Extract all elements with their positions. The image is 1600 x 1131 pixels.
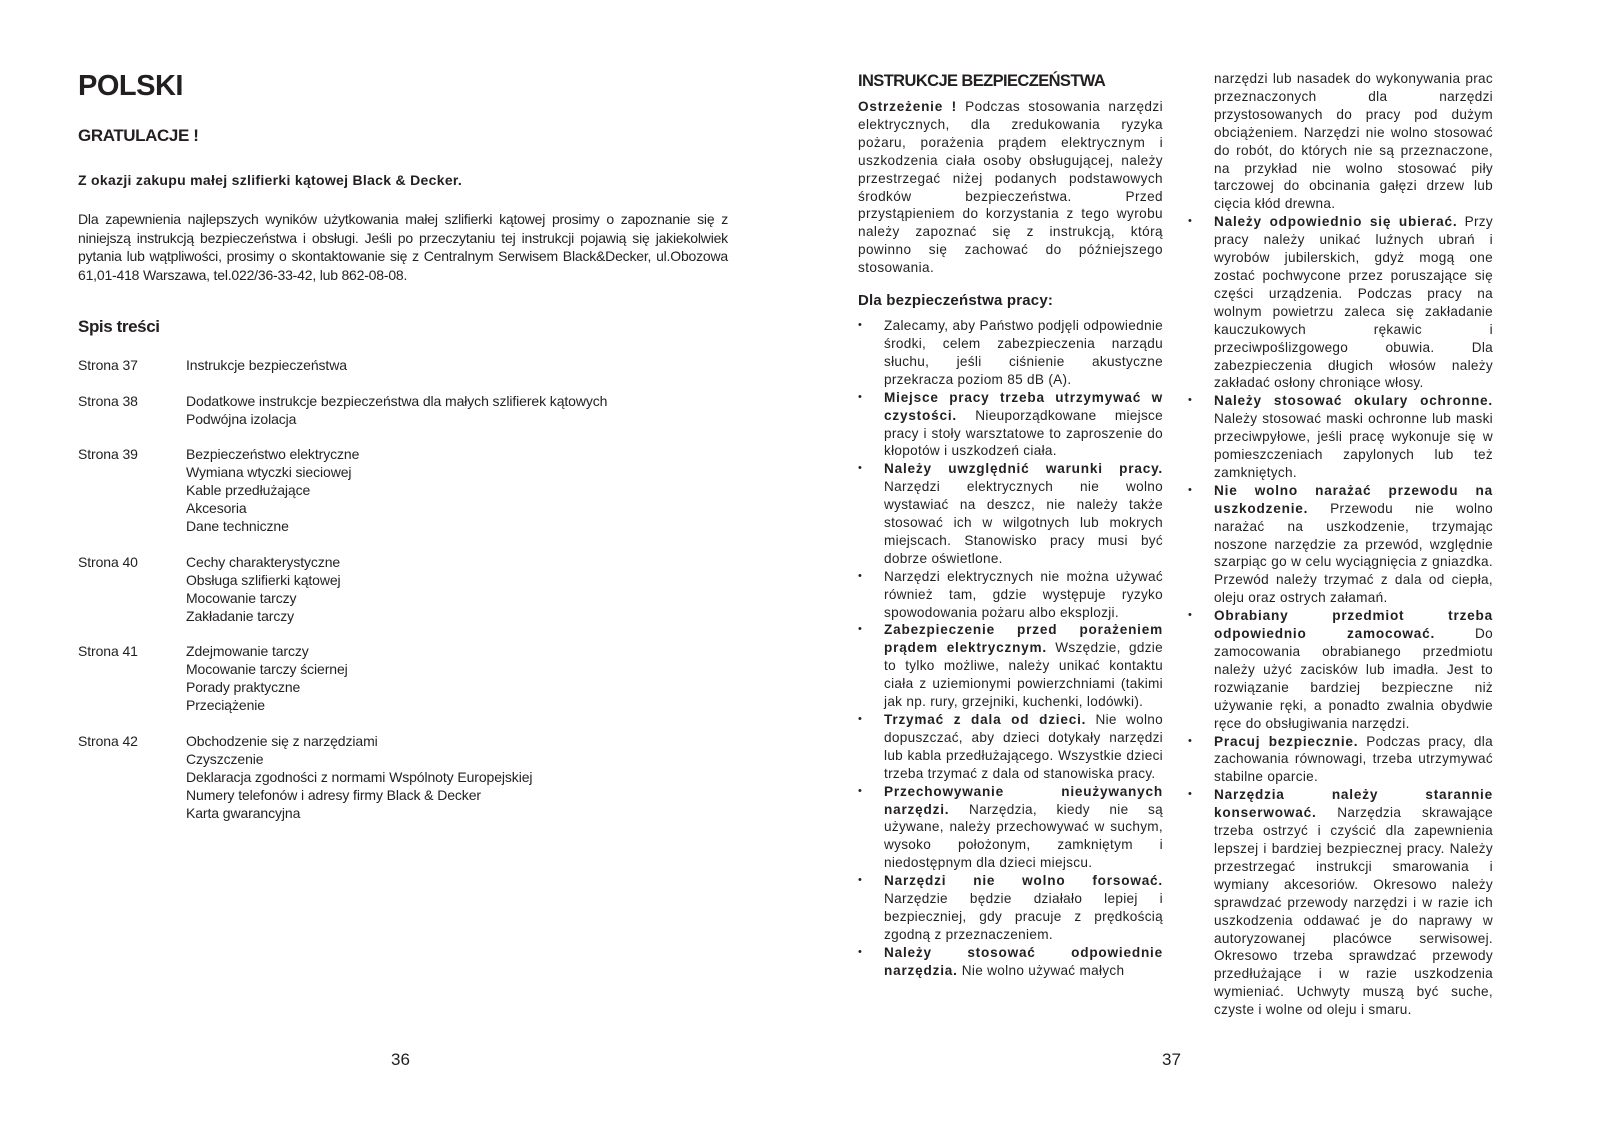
toc-item: Bezpieczeństwo elektryczne [186, 446, 360, 462]
bullet-lead: Narzędzia należy starannie konserwować. [1214, 787, 1493, 821]
intro-paragraph: Dla zapewnienia najlepszych wyników użytkowania małej szlifierki kątowej prosimy o zapoznanie się z niniejszą instrukcją bezpieczeństwa i obsługi. Jeśli po przeczytaniu tej instrukcji pojawią się jakiekolwiek pytania lub wątpliwości, prosimy o skontaktowanie się z Centralnym Serwisem Black&Decker, ul.Obozowa 61,01-418 Warszawa, tel.022/36-33-42, lub 862-08-08. [78, 211, 728, 283]
toc-item: Deklaracja zgodności z normami Wspólnoty Europejskiej [186, 768, 533, 785]
toc-item: Cechy charakterystyczne [186, 553, 341, 570]
toc-item: Dodatkowe instrukcje bezpieczeństwa dla małych szlifierek kątowych [186, 392, 608, 409]
bullet-lead: Obrabiany przedmiot trzeba odpowiednio zamocować. [1214, 608, 1493, 642]
bullet-text: Podczas pracy, dla zachowania równowagi, trzeba utrzymywać stabilne oparcie. [1214, 733, 1493, 785]
bullet-lead: Przechowywanie nieużywanych narzędzi. [884, 783, 1163, 817]
toc-item: Przeciążenie [186, 697, 265, 713]
safety-bullet [858, 872, 1163, 944]
bullet-lead: Miejsce pracy trzeba utrzymywać w czystości. [884, 389, 1163, 423]
toc-page-ref: Strona 40 [78, 553, 138, 570]
toc-entry [78, 642, 778, 714]
warning-text: Podczas stosowania narzędzi elektrycznych, dla zredukowania ryzyka pożaru, porażenia prądem elektrycznym i uszkodzenia ciała osoby obsługującej, należy przestrzegać niżej podanych podstawowych środków bezpieczeństwa. Przed przystąpieniem do korzystania z tego wyrobu należy zapoznać się z instrukcją, którą powinno się zachować do późniejszego stosowania. [858, 99, 1163, 276]
toc-item: Wymiana wtyczki sieciowej [186, 464, 352, 480]
safety-bullet [858, 568, 1163, 622]
bullet-text: Do zamocowania obrabianego przedmiotu należy użyć zacisków lub imadła. Jest to rozwiązanie bardziej bezpieczne niż używanie ręki, a ponadto zwalnia obydwie ręce do obsługiwania narzędzi. [1214, 626, 1493, 731]
toc-item: Dane techniczne [186, 518, 289, 534]
toc-page-ref: Strona 38 [78, 392, 138, 409]
toc-page-ref: Strona 41 [78, 643, 138, 659]
bullet-text: Narzędzi elektrycznych nie wolno wystawiać na deszcz, nie należy także stosować ich w wilgotnych lub mokrych miejscach. Stanowisko pracy musi być dobrze oświetlone. [884, 479, 1163, 566]
bullet-text: Nie wolno używać małych [957, 962, 1125, 978]
toc-item: Obchodzenie się z narzędziami [186, 732, 378, 749]
language-title: POLSKI [78, 70, 183, 102]
safety-list-continued [1188, 70, 1493, 1019]
bullet-text: Wszędzie, gdzie to tylko możliwe, należy unikać kontaktu ciała z uziemionymi powierzchniami (takimi jak np. rury, grzejniki, kuchenki, lodówki). [884, 640, 1163, 710]
bullet-lead: Trzymać z dala od dzieci. [884, 712, 1087, 727]
toc-item: Instrukcje bezpieczeństwa [186, 357, 347, 373]
page-number: 36 [391, 1050, 410, 1069]
safety-bullet [858, 460, 1163, 567]
bullet-text: Nieuporządkowane miejsce pracy i stoły warsztatowe to zaproszenie do kłopotów i uszkodzeń ciała. [884, 407, 1163, 459]
toc-item: Porady praktyczne [186, 679, 301, 695]
bullet-lead: Zabezpieczenie przed porażeniem prądem elektrycznym. [884, 622, 1163, 656]
toc-item: Karta gwarancyjna [186, 804, 301, 821]
bullet-text: Narzędzia skrawające trzeba ostrzyć i czyścić dla zapewnienia lepszej i bardziej bezpiecznej pracy. Należy przestrzegać instrukcji smarowania i wymiany akcesoriów. Okresowo należy sprawdzać przewody narzędzi i w razie ich uszkodzenia oddawać je do naprawy w autoryzowanej placówce serwisowej. Okresowo trzeba sprawdzać przewody przedłużające i w razie uszkodzenia wymieniać. Uchwyty muszą być suche, czyste i wolne od oleju i smaru. [1214, 805, 1493, 1018]
warning-label: Ostrzeżenie ! [858, 99, 957, 114]
bullet-lead: Pracuj bezpiecznie. [1214, 733, 1359, 749]
safety-bullet [1188, 213, 1493, 392]
safety-bullet [858, 783, 1163, 873]
bullet-text: Przy pracy należy unikać luźnych ubrań i wyrobów jubilerskich, gdyż mogą one zostać pochwycone przez poruszające się części urządzenia. Podczas pracy na wolnym powietrzu zaleca się zakładanie kauczukowych rękawic i przeciwpoślizgowego obuwia. Dla zabezpieczenia długich włosów należy zakładać osłony chroniące włosy. [1214, 214, 1493, 391]
toc-item: Mocowanie tarczy ściernej [186, 661, 348, 677]
safety-bullet [858, 944, 1163, 980]
warning-paragraph [858, 98, 1163, 277]
toc-page-ref: Strona 42 [78, 732, 138, 749]
bullet-text: Zalecamy, aby Państwo podjęli odpowiednie środki, celem zabezpieczenia narządu słuchu, jeśli ciśnienie akustyczne przekracza poziom 85 dB (A). [884, 318, 1163, 387]
bullet-text: Przewodu nie wolno narażać na uszkodzenie, trzymając noszone narzędzie za przewód, względnie szarpiąc go w celu wyciągnięcia z gniazdka. Przewód należy trzymać z dala od ciepła, oleju oraz ostrych załamań. [1214, 500, 1493, 606]
bullet-continuation: narzędzi lub nasadek do wykonywania prac przeznaczonych dla narzędzi przystosowanych do pracy pod dużym obciążeniem. Narzędzi nie wolno stosować do robót, do których nie są przeznaczone, na przykład nie wolno stosować piły tarczowej do obcinania gałęzi drzew lub cięcia kłód drewna. [1214, 71, 1493, 212]
safety-bullet [1188, 786, 1493, 1019]
toc-item: Czyszczenie [186, 750, 264, 767]
toc-entry [78, 553, 778, 625]
bullet-lead: Należy stosować okulary ochronne. [1214, 393, 1493, 409]
safety-bullet [1188, 482, 1493, 607]
bullet-lead: Nie wolno narażać przewodu na uszkodzenie. [1214, 482, 1493, 516]
toc-heading: Spis treści [78, 317, 160, 336]
bullet-text: Narzędzi elektrycznych nie można używać również tam, gdzie występuje ryzyko spowodowania pożaru albo eksplozji. [884, 568, 1163, 620]
toc-item: Numery telefonów i adresy firmy Black & Decker [186, 786, 481, 803]
bullet-text: Narzędzia, kiedy nie są używane, należy przechowywać w suchym, wysoko położonym, zamkniętym i niedostępnym dla dzieci miejscu. [884, 801, 1163, 871]
toc-item: Zakładanie tarczy [186, 607, 295, 624]
toc-entry [78, 356, 778, 374]
safety-section-title: INSTRUKCJE BEZPIECZEŃSTWA [858, 72, 1106, 90]
safety-bullet [858, 711, 1163, 783]
safety-bullet [1188, 607, 1493, 732]
toc-entry [78, 732, 778, 822]
toc-item: Kable przedłużające [186, 482, 311, 498]
toc-item: Obsługa szlifierki kątowej [186, 571, 341, 588]
toc-item: Mocowanie tarczy [186, 589, 297, 606]
toc-page-ref: Strona 39 [78, 446, 138, 462]
bullet-text: Nie wolno dopuszczać, aby dzieci dotykały narzędzi lub kabla przedłużającego. Wszystkie dzieci trzeba trzymać z dala od stanowiska pracy. [884, 712, 1164, 781]
toc-entry [78, 392, 778, 428]
bullet-lead: Należy uwzględnić warunki pracy. [884, 461, 1163, 477]
toc-item: Podwójna izolacja [186, 410, 297, 427]
toc-entry [78, 445, 778, 535]
safety-bullet [1188, 733, 1493, 787]
toc-page-ref: Strona 37 [78, 357, 138, 373]
page-number: 37 [1162, 1050, 1181, 1069]
safety-list [858, 317, 1163, 980]
bullet-text: Narzędzie będzie działało lepiej i bezpieczniej, gdy pracuje z prędkością zgodną z przeznaczeniem. [884, 891, 1163, 942]
congratulations-heading: GRATULACJE ! [78, 126, 199, 145]
bullet-lead: Należy stosować odpowiednie narzędzia. [884, 944, 1163, 978]
lead-sentence: Z okazji zakupu małej szlifierki kątowej Black & Decker. [78, 172, 463, 188]
safety-bullet [1188, 392, 1493, 482]
table-of-contents [78, 356, 778, 839]
bullet-text: Należy stosować maski ochronne lub maski przeciwpyłowe, jeśli pracę wykonuje się w pomieszczeniach zapylonych lub też zamkniętych. [1214, 411, 1493, 480]
safety-column-1 [858, 70, 1163, 980]
safety-bullet [858, 621, 1163, 711]
bullet-lead: Należy odpowiednio się ubierać. [1214, 214, 1458, 230]
safety-column-2 [1188, 70, 1493, 1019]
work-safety-heading: Dla bezpieczeństwa pracy: [858, 292, 1054, 310]
safety-bullet [858, 389, 1163, 461]
bullet-lead: Narzędzi nie wolno forsować. [884, 873, 1163, 889]
toc-item: Zdejmowanie tarczy [186, 643, 309, 659]
safety-bullet [858, 317, 1163, 389]
toc-item: Akcesoria [186, 500, 247, 516]
